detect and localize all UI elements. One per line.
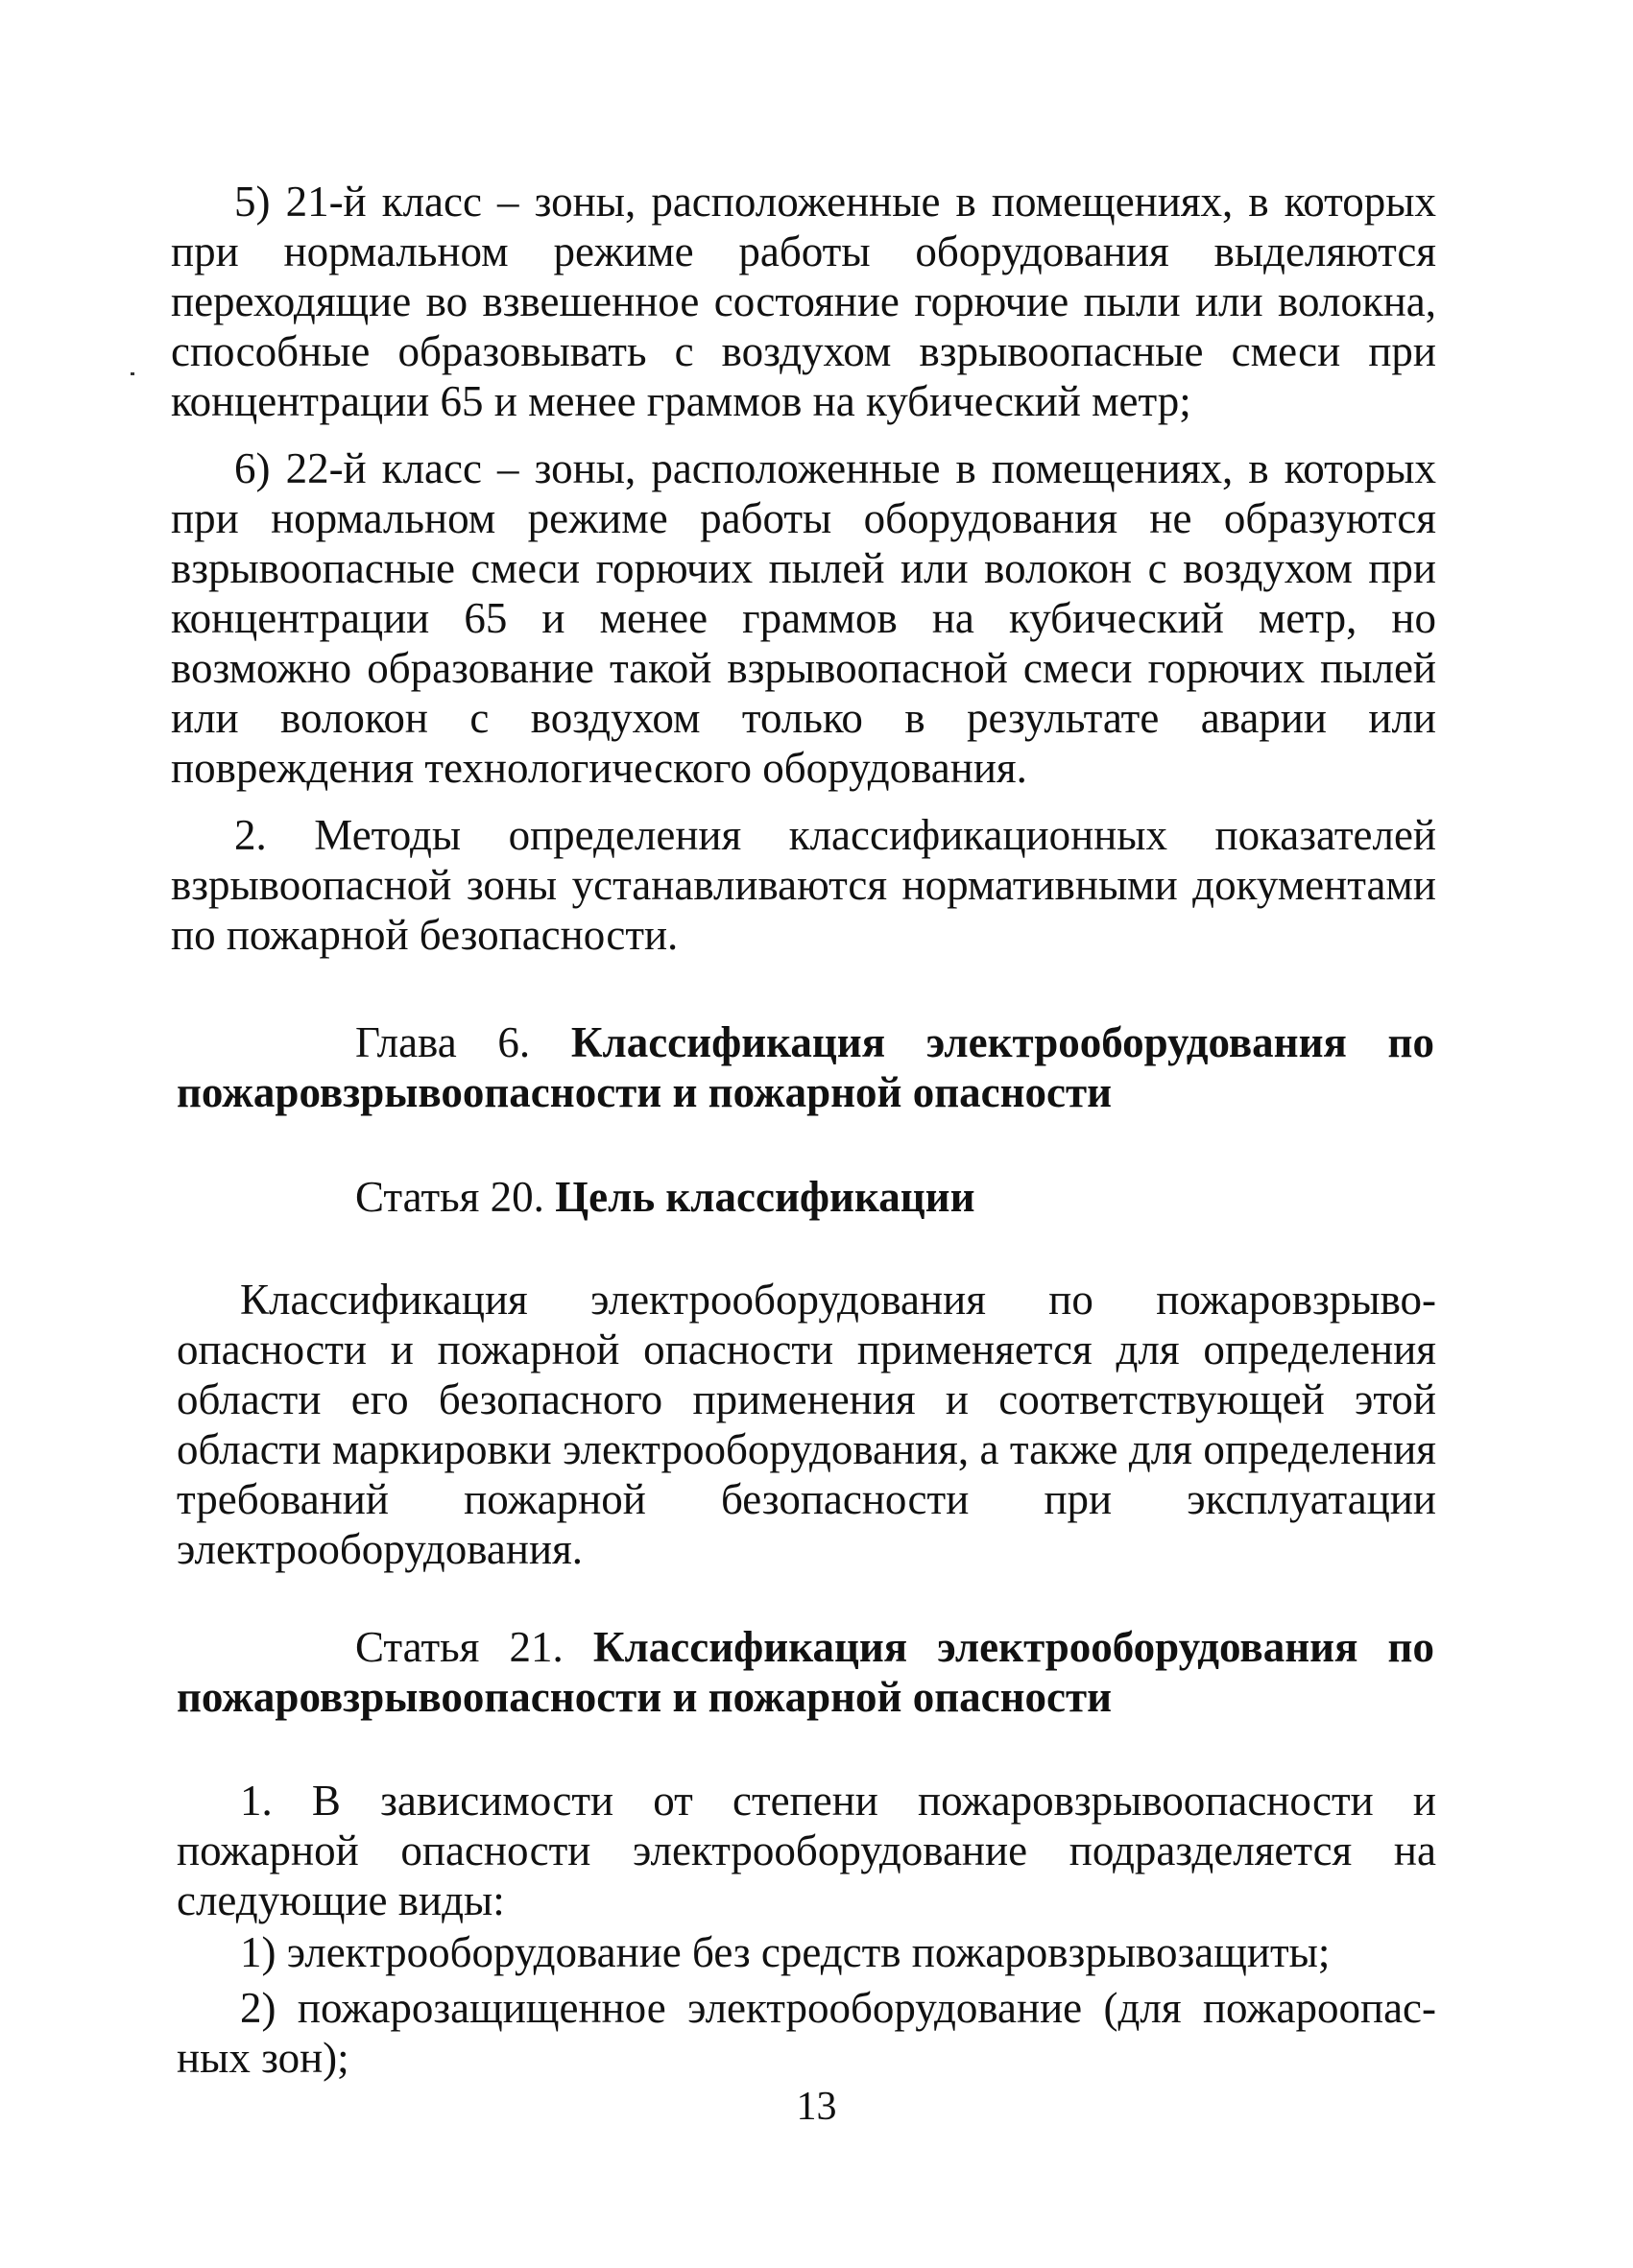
article-21-prefix: Статья 21. [355, 1623, 593, 1671]
scan-speck [131, 372, 134, 375]
article-21-item-2: 2) пожарозащищенное электрооборудование (для пожароопас-ных зон); [177, 1984, 1436, 2082]
paragraph-methods: 2. Методы определения классификационных показателей взрывоопасной зоны устанавливаются нормативными документами по пожарной безопасности. [171, 811, 1436, 959]
page-number: 13 [796, 2085, 837, 2129]
article-21-item-1: 1) электрооборудование без средств пожаровзрывозащиты; [240, 1928, 1331, 1976]
article-21-heading [177, 1622, 1434, 1722]
paragraph-class-21: 5) 21-й класс – зоны, расположенные в помещениях, в которых при нормальном режиме работы оборудования выделяются переходящие во взвешенное состояние горючие пыли или волокна, способные образовывать с воздухом взрывоопасные смеси при концентрации 65 и менее граммов на кубический метр; [171, 178, 1436, 425]
article-20-prefix: Статья 20. [355, 1173, 556, 1221]
article-21-paragraph-1: 1. В зависимости от степени пожаровзрывоопасности и пожарной опасности электрооборудование подразделяется на следующие виды: [177, 1777, 1436, 1924]
chapter-6-heading [177, 1017, 1434, 1117]
chapter-6-prefix: Глава 6. [355, 1018, 571, 1066]
article-20-heading [355, 1172, 975, 1222]
article-20-title: Цель классификации [555, 1173, 975, 1221]
article-21-title: Классификация электрооборудования по пожаровзрывоопасности и пожарной опасности [177, 1623, 1434, 1721]
article-20-text: Классификация электрооборудования по пожаровзрыво-опасности и пожарной опасности применяется для определения области его безопасного применения и соответствующей этой области маркировки электрооборудования, а также для определения требований пожарной безопасности при эксплуатации электрооборудования. [177, 1276, 1436, 1573]
chapter-6-title: Классификация электрооборудования по пожаровзрывоопасности и пожарной опасности [177, 1018, 1434, 1116]
paragraph-class-22: 6) 22-й класс – зоны, расположенные в помещениях, в которых при нормальном режиме работы оборудования не образуются взрывоопасные смеси горючих пылей или волокон с воздухом при концентрации 65 и менее граммов на кубический метр, но возможно образование такой взрывоопасной смеси горючих пылей или волокон с воздухом только в результате аварии или повреждения технологического оборудования. [171, 444, 1436, 792]
